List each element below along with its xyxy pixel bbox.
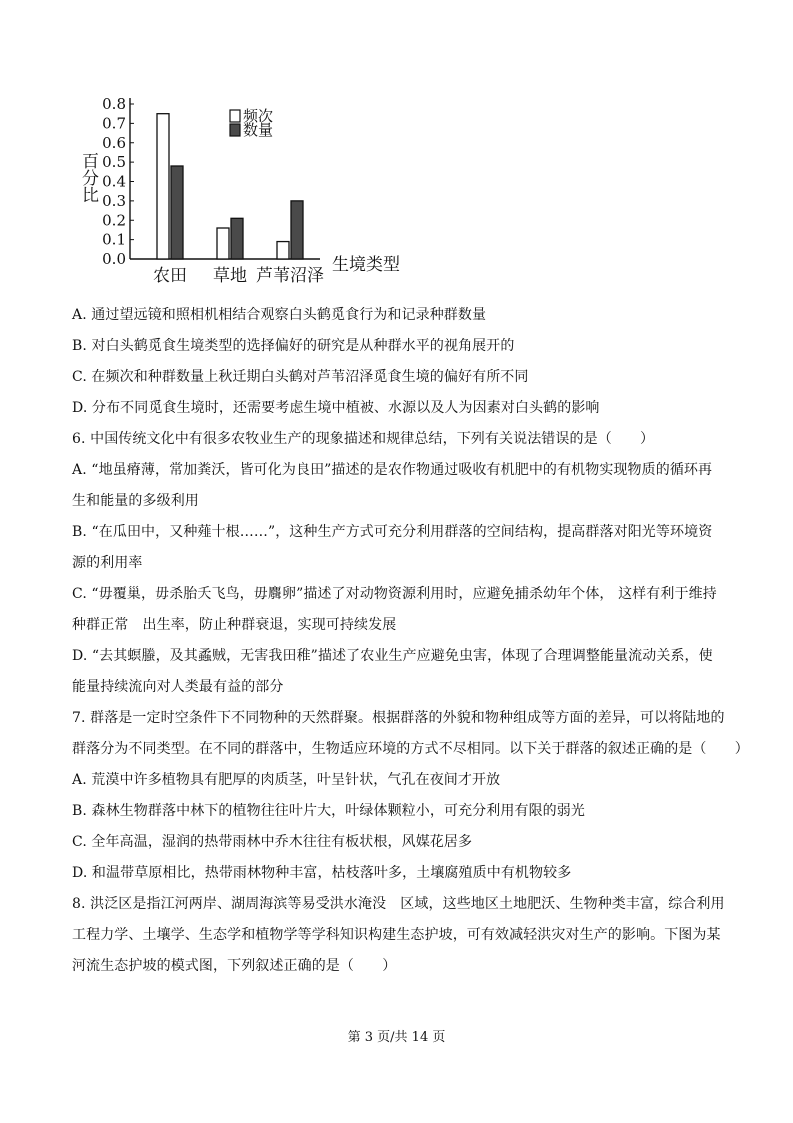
text-line: C. 全年高温，湿润的热带雨林中乔木往往有板状根，风媒花居多 bbox=[72, 834, 473, 850]
text-line: 河流生态护坡的模式图，下列叙述正确的是（ ） bbox=[72, 958, 397, 974]
x-category-label: 芦苇沼泽 bbox=[256, 266, 324, 286]
x-axis-label: 生境类型 bbox=[332, 255, 400, 275]
x-category-label: 农田 bbox=[153, 266, 187, 286]
legend-label: 数量 bbox=[243, 121, 274, 139]
bar-quantity bbox=[231, 218, 243, 259]
legend-swatch bbox=[230, 124, 240, 136]
y-tick-label: 0.5 bbox=[102, 153, 126, 172]
text-line: 工程力学、土壤学、生态学和植物学等学科知识构建生态护坡，可有效减轻洪灾对生产的影响。下图为某 bbox=[72, 927, 721, 943]
bar-chart bbox=[70, 88, 410, 288]
x-category-label: 草地 bbox=[213, 266, 247, 286]
y-tick-label: 0.1 bbox=[102, 230, 126, 249]
text-line: B. “在瓜田中，又种薤十根……”，这种生产方式可充分利用群落的空间结构，提高群落对阳光等环境资 bbox=[72, 524, 713, 540]
legend-swatch bbox=[230, 110, 240, 122]
text-line: D. “去其螟螣，及其蟊贼，无害我田稚”描述了农业生产应避免虫害，体现了合理调整能量流动关系，使 bbox=[72, 648, 713, 664]
text-line: 8. 洪泛区是指江河两岸、湖周海滨等易受洪水淹没 区域，这些地区土地肥沃、生物种类丰富，综合利用 bbox=[72, 896, 725, 912]
y-tick-label: 0.0 bbox=[102, 250, 126, 268]
y-axis-label: 百分比 bbox=[78, 152, 98, 203]
text-line: C. 在频次和种群数量上秋迁期白头鹤对芦苇沼泽觅食生境的偏好有所不同 bbox=[72, 369, 529, 385]
text-line: 7. 群落是一定时空条件下不同物种的天然群聚。根据群落的外貌和物种组成等方面的差异，可以将陆地的 bbox=[72, 710, 725, 726]
bar-quantity bbox=[291, 201, 303, 259]
text-line: B. 对白头鹤觅食生境类型的选择偏好的研究是从种群水平的视角展开的 bbox=[72, 338, 515, 354]
text-line: 群落分为不同类型。在不同的群落中，生物适应环境的方式不尽相同。以下关于群落的叙述正确的是（ ） bbox=[72, 741, 749, 757]
text-line: 源的利用率 bbox=[72, 555, 143, 571]
text-line: D. 和温带草原相比，热带雨林物种丰富，枯枝落叶多，土壤腐殖质中有机物较多 bbox=[72, 865, 572, 881]
bar-quantity bbox=[171, 166, 183, 259]
text-line: A. “地虽瘠薄，常加粪沃，皆可化为良田”描述的是农作物通过吸收有机肥中的有机物实现物质的循环再 bbox=[72, 462, 713, 478]
text-line: 能量持续流向对人类最有益的部分 bbox=[72, 679, 284, 695]
page-footer: 第 3 页/共 14 页 bbox=[347, 1030, 446, 1045]
chart-canvas bbox=[70, 88, 410, 288]
y-tick-label: 0.6 bbox=[102, 133, 126, 152]
bar-frequency bbox=[157, 114, 169, 259]
y-tick-label: 0.4 bbox=[102, 172, 126, 191]
legend-label: 频次 bbox=[243, 107, 274, 125]
text-line: 生和能量的多级利用 bbox=[72, 493, 199, 509]
y-tick-label: 0.3 bbox=[102, 191, 126, 210]
bar-frequency bbox=[277, 242, 289, 259]
text-line: B. 森林生物群落中林下的植物往往叶片大，叶绿体颗粒小，可充分利用有限的弱光 bbox=[72, 803, 585, 819]
text-line: A. 荒漠中许多植物具有肥厚的肉质茎，叶呈针状，气孔在夜间才开放 bbox=[72, 772, 501, 788]
bar-frequency bbox=[217, 228, 229, 259]
text-line: C. “毋覆巢，毋杀胎夭飞鸟，毋麛卵”描述了对动物资源利用时，应避免捕杀幼年个体， 这样有利于维持 bbox=[72, 586, 717, 602]
text-line: 6. 中国传统文化中有很多农牧业生产的现象描述和规律总结，下列有关说法错误的是（ ） bbox=[72, 431, 655, 447]
text-line: 种群正常 出生率，防止种群衰退，实现可持续发展 bbox=[72, 617, 397, 633]
y-tick-label: 0.7 bbox=[102, 114, 126, 133]
question-text bbox=[72, 300, 749, 982]
text-line: A. 通过望远镜和照相机相结合观察白头鹤觅食行为和记录种群数量 bbox=[72, 307, 487, 323]
y-tick-label: 0.2 bbox=[102, 211, 126, 230]
text-line: D. 分布不同觅食生境时，还需要考虑生境中植被、水源以及人为因素对白头鹤的影响 bbox=[72, 400, 600, 416]
y-tick-label: 0.8 bbox=[102, 95, 126, 113]
